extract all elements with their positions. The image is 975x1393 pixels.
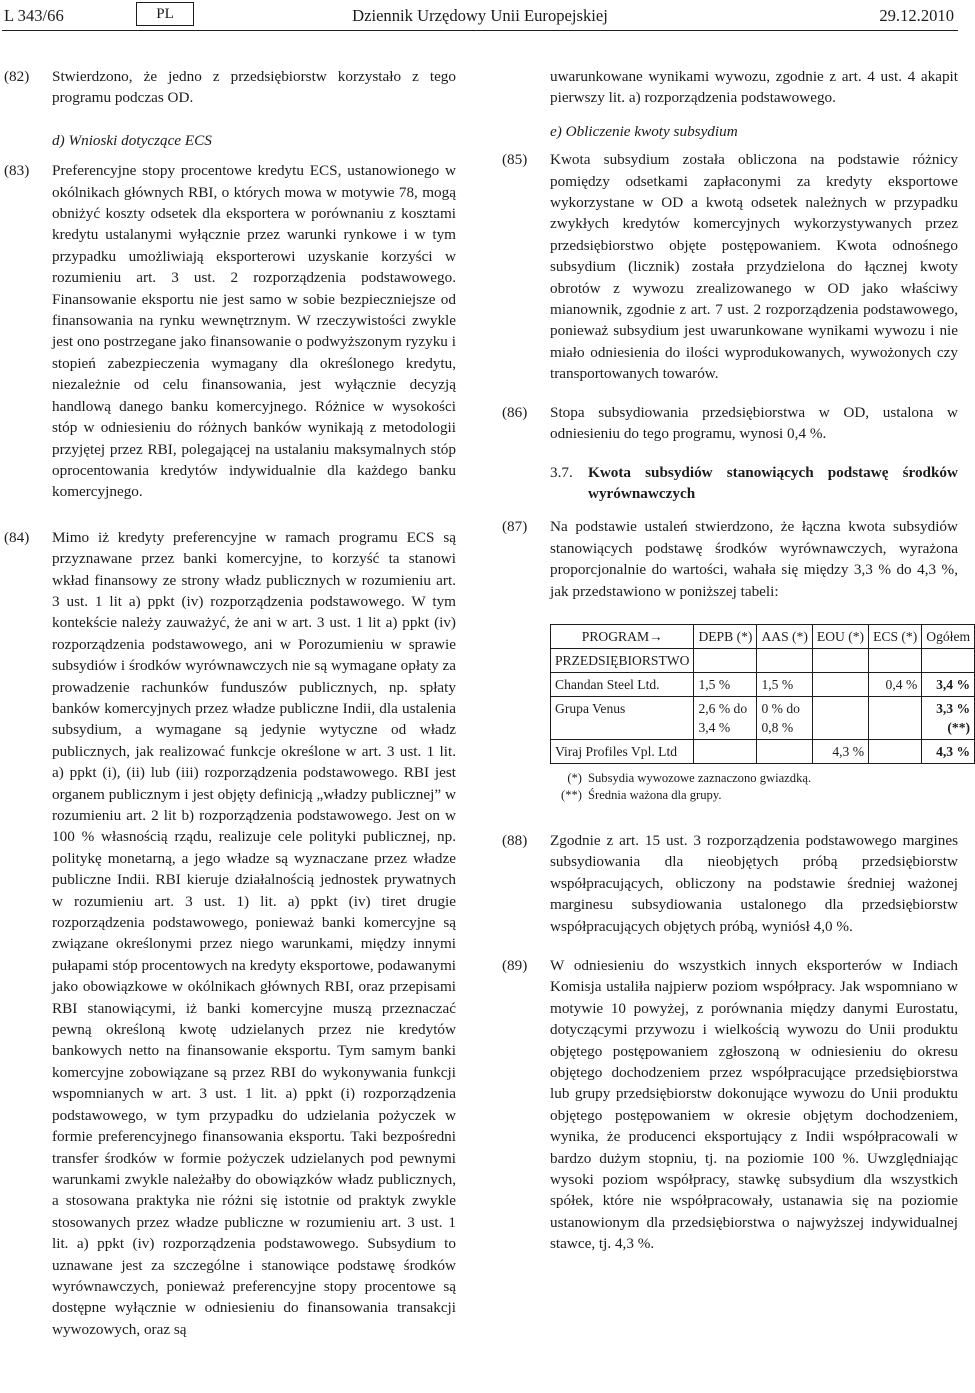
- depb-value: 2,6 % do 3,4 %: [694, 696, 757, 739]
- paragraph-number: (86): [502, 403, 528, 421]
- paragraph-84: [4, 527, 456, 1340]
- table-cell: [757, 648, 812, 672]
- paragraph-number: (84): [4, 528, 30, 546]
- table-header-cell: EOU (*): [812, 624, 868, 648]
- table-row: [551, 696, 975, 739]
- paragraph-text: Zgodnie z art. 15 ust. 3 rozporządzenia podstawowego margines subsydiowania dla nieobjętych próbą przedsiębiorstw współpracujących, obliczony na podstawie średniej ważonej marginesu subsydiowania ustalonego dla przedsiębiorstw współpracujących objętych próbą, wyniósł 4,0 %.: [550, 831, 958, 935]
- table-note: [552, 787, 958, 804]
- table-notes: [552, 770, 958, 804]
- section-title: Kwota subsydiów stanowiących podstawę środków wyrównawczych: [588, 463, 958, 502]
- table-row: [551, 739, 975, 763]
- paragraph-86: [502, 402, 958, 445]
- eou-value: 4,3 %: [812, 739, 868, 763]
- table-header-cell: Ogółem: [922, 624, 975, 648]
- paragraph-number: (85): [502, 151, 528, 169]
- paragraph-85: [502, 149, 958, 384]
- table-company-header-row: [551, 648, 975, 672]
- company-name: Grupa Venus: [551, 696, 694, 739]
- paragraph-number: (87): [502, 518, 528, 536]
- paragraph-text: W odniesieniu do wszystkich innych eksporterów w Indiach Komisja ustaliła najpierw poziom współpracy. Jak wspomniano w motywie 10 powyżej, z porównania między danymi Eurostatu, dotyczącymi przywozu i wielkością wywozu do Unii produktu objętego postępowaniem zgłoszoną w odniesieniu do okresu objętego dochodzeniem przez współpracujące przedsiębiorstwa lub grupy przedsiębiorstw dokonujące wywozu do Unii produktu objętego postępowaniem w okresie objętym dochodzeniem, wynika, że producenci eksportujący z Indii współpracowali w bardzo dużym stopniu, tj. na poziomie 100 %. Uwzględniając wysoki poziom współpracy, stawkę subsydium dla wszystkich spółek, które nie współpracowały, ustanawia się na poziomie ustanowionym dla przedsiębiorstwa o najwyższej indywidualnej stawce, tj. 4,3 %.: [550, 956, 958, 1253]
- paragraph-text: Stopa subsydiowania przedsiębiorstwa w OD, ustalona w odniesieniu do tego programu, wynosi 0,4 %.: [550, 403, 958, 443]
- subsidy-table: [550, 624, 975, 764]
- right-column: [502, 66, 971, 1255]
- paragraph-number: (82): [4, 68, 30, 85]
- note-text: Średnia ważona dla grupy.: [588, 787, 722, 802]
- paragraph-number: (88): [502, 831, 528, 849]
- section-number: 3.7.: [550, 463, 573, 481]
- eou-value: [812, 672, 868, 696]
- paragraph-text: Preferencyjne stopy procentowe kredytu ECS, ustanowionego w okólnikach głównych RBI, o których mowa w motywie 78, mogą obniżyć koszty odsetek dla eksportera w porównaniu z kosztami kredytu ustalanymi wyłącznie przez warunki rynkowe i w tym przypadku umożliwiają eksporterowi uzyskanie korzyści w rozumieniu art. 3 ust. 2 rozporządzenia podstawowego. Finansowanie eksportu nie jest samo w sobie bezpieczniejsze od finansowania na rynku wewnętrznym. W rzeczywistości zwykle jest ono postrzegane jako finansowanie o podwyższonym ryzyku i stopień zabezpieczenia wymagany dla określonego kredytu, niezależnie od celu finansowania, jest wyłącznie decyzją handlową danego banku komercyjnego. Różnice w wysokości stóp w odniesieniu do różnych banków wynikają z metodologii przyjętej przez RBI, polegającej na ustalaniu maksymalnych stóp oprocentowania kredytów indywidualnie dla każdego banku komercyjnego.: [52, 162, 456, 501]
- subheading-e: e) Obliczenie kwoty subsydium: [550, 122, 738, 140]
- aas-value: 0 % do 0,8 %: [757, 696, 812, 739]
- table-header-row: [551, 624, 975, 648]
- paragraph-88: [502, 830, 958, 937]
- section-3-7-heading: [502, 462, 958, 505]
- table-header-cell: DEPB (*): [694, 624, 757, 648]
- issue-date: 29.12.2010: [879, 6, 954, 25]
- table-cell: [922, 648, 975, 672]
- language-badge: PL: [136, 2, 194, 26]
- table-header-cell: PROGRAM→: [551, 624, 694, 648]
- table-cell: [812, 648, 868, 672]
- page-number: L 343/66: [4, 6, 64, 25]
- paragraph-89: [502, 955, 958, 1255]
- left-column: [4, 66, 456, 1340]
- table-note: [552, 770, 958, 787]
- paragraph-82: [4, 66, 456, 109]
- table-row: [551, 672, 975, 696]
- page-header: [0, 0, 960, 34]
- aas-value: [757, 739, 812, 763]
- total-value: 3,4 %: [922, 672, 975, 696]
- paragraph-text: Mimo iż kredyty preferencyjne w ramach programu ECS są przyznawane przez banki komercyjne, to korzyść ta stanowi wkład finansowy ze strony władz publicznych w rozumieniu art. 3 ust. 1 lit a) ppkt (iv) rozporządzenia podstawowego. W tym kontekście należy zauważyć, że ani w art. 3 ust. 1 lit a) ppkt (iv) rozporządzenia podstawowego, ani w Porozumieniu w sprawie subsydiów i środków wyrównawczych nie są wymagane opłaty za prowadzenie rachunków funduszów publicznych, np. spłaty banków komercyjnych przez władze publiczne Indii, dla ustalenia subsydium, a wymagane są jedynie wytyczne od władz publicznych, jak realizować funkcje określone w art. 3 ust. 1 lit. a) ppkt (i), (ii) lub (iii) rozporządzenia podstawowego. RBI jest organem publicznym i jest objęty definicją „władzy publicznej” w rozumieniu art. 2 lit b) rozporządzenia podstawowego. Jest on w 100 % własnością rządu, realizuje cele polityki publicznej, np. politykę monetarną, a jego władze są wyznaczane przez władze publiczne Indii. RBI kieruje działalnością jednostek prywatnych w rozumieniu art. 3 ust. 1) lit. a) ppkt (iv) tiret drugie rozporządzenia podstawowego, ponieważ banki komercyjne są związane określonymi przez niego warunkami, między innymi pułapami stóp procentowych na kredyty eksportowe, podawanymi jako obowiązkowe w okólnikach głównych RBI, oraz przepisami RBI stanowiącymi, iż banki komercyjne muszą przeznaczać pewną określoną kwotę udzielanych przez nie kredytów bankowych netto na finansowanie eksportu. Tym samym banki komercyjne zobowiązane są przez RBI do wykonywania funkcji wspomnianych w art. 3 ust. 1 lit. a) ppkt (i) rozporządzenia podstawowego, w tym przypadku do udzielania pożyczek w formie preferencyjnego finansowania eksportu. Taki bezpośredni transfer środków w formie pożyczek udzielanych pod pewnymi warunkami zwykle należałby do obowiązków władz publicznych, a stosowana praktyka nie różni się istotnie od praktyk zwykle stosowanych przez władze publiczne w rozumieniu art. 3 ust. 1 lit. a) ppkt (iv) rozporządzenia podstawowego. Subsydium to uznawane jest za szczególne i stanowiące podstawę środków wyrównawczych, ponieważ preferencyjne stopy procentowe są dostępne wyłącznie w odniesieniu do finansowania transakcji wywozowych, oraz są: [52, 528, 456, 1338]
- ecs-value: 0,4 %: [869, 672, 922, 696]
- paragraph-number: (83): [4, 162, 30, 180]
- note-key: (*): [567, 770, 582, 785]
- ecs-value: [869, 696, 922, 739]
- table-cell: [869, 648, 922, 672]
- depb-value: [694, 739, 757, 763]
- note-key: (**): [561, 787, 582, 802]
- company-name: Viraj Profiles Vpl. Ltd: [551, 739, 694, 763]
- depb-value: 1,5 %: [694, 672, 757, 696]
- eou-value: [812, 696, 868, 739]
- total-value: 3,3 % (**): [922, 696, 975, 739]
- aas-value: 1,5 %: [757, 672, 812, 696]
- ecs-value: [869, 739, 922, 763]
- paragraph-text: Stwierdzono, że jedno z przedsiębiorstw korzystało z tego programu podczas OD.: [52, 68, 456, 107]
- paragraph-83: [4, 160, 456, 503]
- company-name: Chandan Steel Ltd.: [551, 672, 694, 696]
- subheading-d: d) Wnioski dotyczące ECS: [52, 131, 212, 149]
- company-header-cell: PRZEDSIĘBIORSTWO: [551, 648, 694, 672]
- table-header-cell: ECS (*): [869, 624, 922, 648]
- journal-title: Dziennik Urzędowy Unii Europejskiej: [352, 6, 608, 25]
- header-rule: [2, 30, 958, 31]
- paragraph-text: Kwota subsydium została obliczona na podstawie różnicy pomiędzy odsetkami zapłaconymi za kredyty eksportowe wykorzystane w OD a kwotą odsetek należnych w przypadku zwykłych kredytów komercyjnych wykorzystywanych przez przedsiębiorstwo objęte postępowaniem. Kwota odnośnego subsydium (licznik) została przydzielona do łącznej kwoty obrotów z wywozu zrealizowanego w OD jako właściwy mianownik, zgodnie z art. 7 ust. 2 rozporządzenia podstawowego, ponieważ subsydium jest uwarunkowane wynikami wywozu i nie miało odniesienia do ilości wyprodukowanych, wywożonych czy transportowanych towarów.: [550, 151, 958, 383]
- total-value: 4,3 %: [922, 739, 975, 763]
- paragraph-87: [502, 516, 958, 602]
- note-text: Subsydia wywozowe zaznaczono gwiazdką.: [588, 770, 812, 785]
- table-header-cell: AAS (*): [757, 624, 812, 648]
- table-cell: [694, 648, 757, 672]
- paragraph-84-continued: uwarunkowane wynikami wywozu, zgodnie z art. 4 ust. 4 akapit pierwszy lit. a) rozporządzenia podstawowego.: [550, 68, 958, 107]
- paragraph-text: Na podstawie ustaleń stwierdzono, że łączna kwota subsydiów stanowiących podstawę środków wyrównawczych, wyrażona proporcjonalnie do wartości, wahała się między 3,3 % do 4,3 %, jak przedstawiono w poniższej tabeli:: [550, 518, 958, 600]
- paragraph-number: (89): [502, 956, 528, 974]
